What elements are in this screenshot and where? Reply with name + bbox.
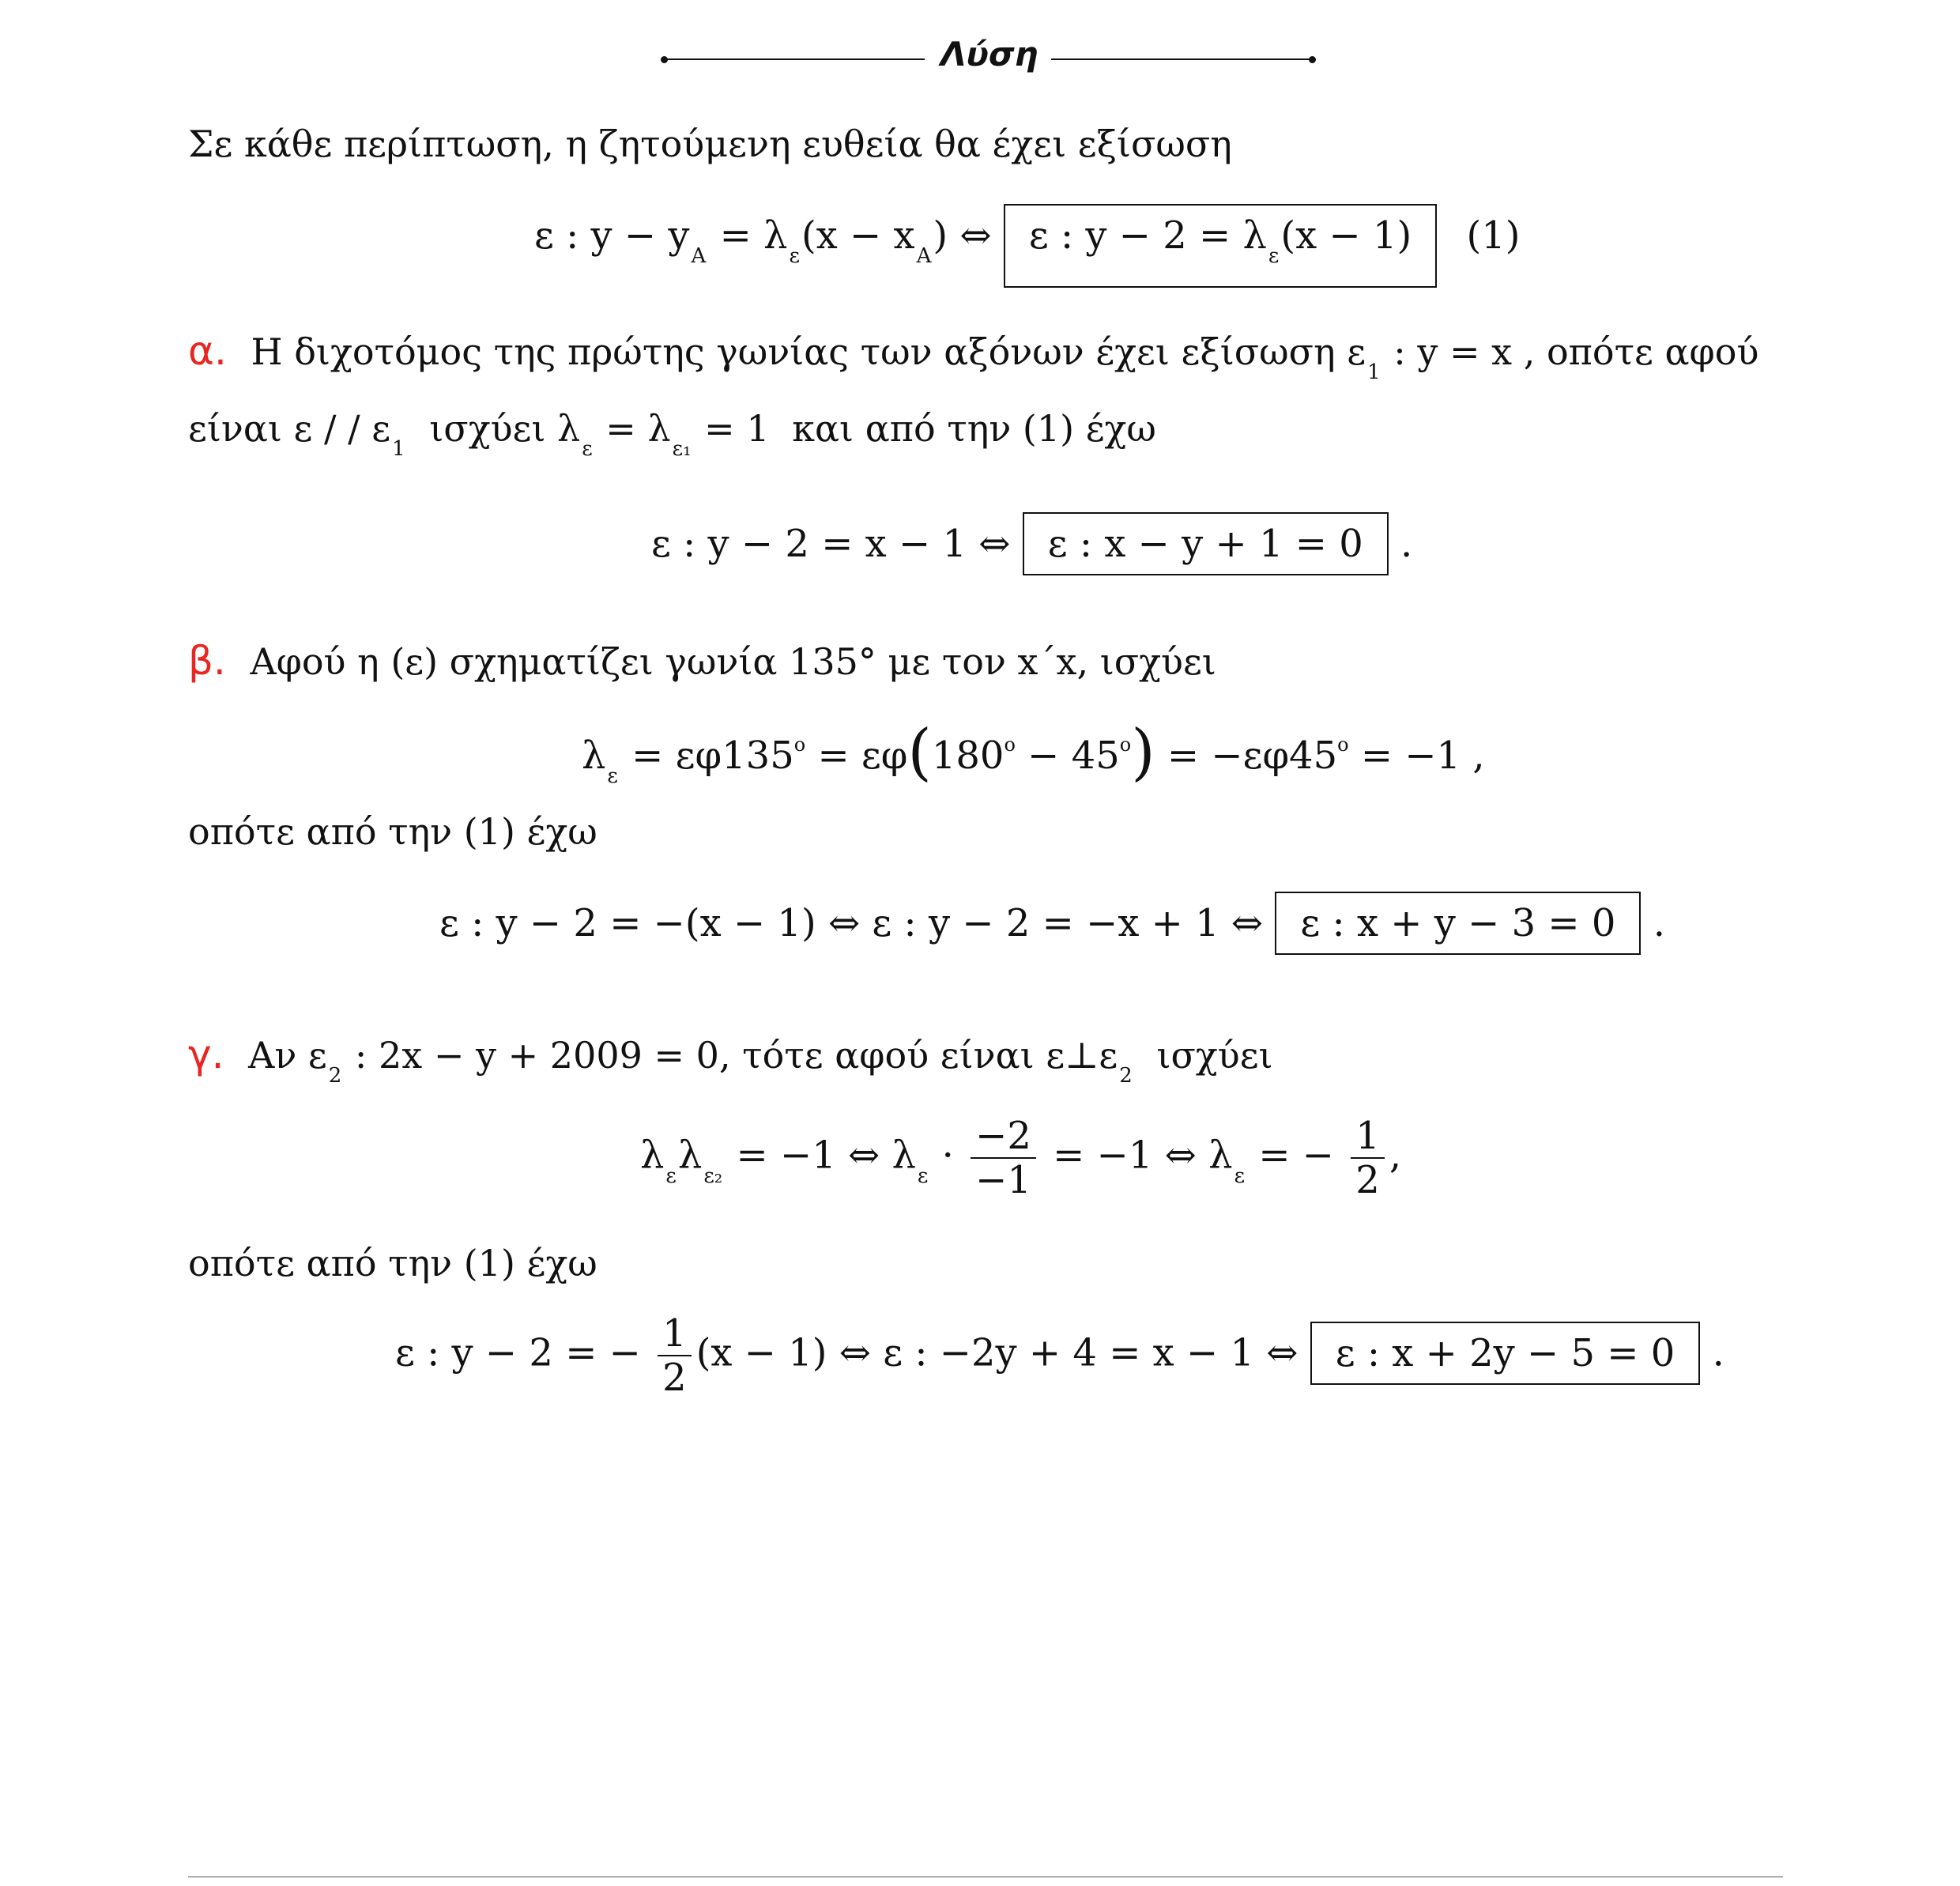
part-a-line1: α. Η διχοτόμος της πρώτης γωνίας των αξόνων έχει εξίσωση $\varepsilon_1$ : y = x , οπότε αφού (188, 328, 1759, 384)
part-a-label: α. (188, 328, 227, 374)
part-b-equation: ε : y − 2 = −(x − 1) ⇔ ε : y − 2 = −x + 1 ⇔ ε : x + y − 3 = 0 . (439, 892, 1665, 955)
header-left-rule (664, 58, 925, 60)
intro-text: Σε κάθε περίπτωση, η ζητούμενη ευθεία θα έχει εξίσωση (188, 123, 1232, 165)
boxed-answer-c: ε : x + 2y − 5 = 0 (1310, 1322, 1701, 1385)
header-right-rule (1051, 58, 1312, 60)
part-b-label: β. (188, 638, 226, 684)
part-b-slope-equation: $\lambda_\varepsilon = \varepsilon\varphi 135^o = \varepsilon\varphi(180^o - 45^o) = -\varepsilon\varphi 45^o = -1$ , (582, 717, 1485, 788)
equation-tag: (1) (1466, 213, 1521, 258)
fraction-minus2-over-minus1: $\frac{-2}{-1}$ (971, 1115, 1036, 1201)
fraction-one-half-2: $\frac{1}{2}$ (658, 1312, 692, 1399)
part-b-line2: οπότε από την (1) έχω (188, 810, 597, 853)
part-a-line2: είναι ε / / $\varepsilon_1$ ισχύει $\lambda_\varepsilon = \lambda_{\varepsilon_1} = 1$ και από την (1) έχω (188, 407, 1156, 461)
part-c-line2: οπότε από την (1) έχω (188, 1242, 597, 1284)
part-c-line1: γ. Αν $\varepsilon_2$ : 2x − y + 2009 = 0, τότε αφού είναι $\varepsilon\perp\varepsilon_2$ ισχύει (188, 1032, 1273, 1088)
part-c-label: γ. (188, 1032, 224, 1077)
part-b-line1: β. Αφού η (ε) σχηματίζει γωνία 135° με τον x΄x, ισχύει (188, 638, 1216, 684)
part-a-equation: ε : y − 2 = x − 1 ⇔ ε : x − y + 1 = 0 . (651, 512, 1412, 575)
fraction-one-half: $\frac{1}{2}$ (1351, 1115, 1385, 1201)
boxed-answer-b: ε : x + y − 3 = 0 (1275, 892, 1641, 955)
equation-general-line: ε : $y - y_A = \lambda_\varepsilon(x - x_A)$ ⇔ ε : $y - 2 = \lambda_\varepsilon(x - 1)$ (1) (534, 204, 1520, 288)
boxed-answer-a: ε : x − y + 1 = 0 (1023, 512, 1389, 575)
header-right-dot (1309, 56, 1316, 63)
part-c-equation: ε : y − 2 = − $\frac{1}{2}$ (x − 1) ⇔ ε : −2y + 4 = x − 1 ⇔ ε : x + 2y − 5 = 0 . (395, 1311, 1724, 1400)
boxed-equation-general: ε : $y - 2 = \lambda_\varepsilon(x - 1)$ (1004, 204, 1437, 288)
page-title: Λύση (940, 35, 1038, 74)
part-c-slope-equation: $\lambda_\varepsilon\lambda_{\varepsilon_2} = -1$ ⇔ $\lambda_\varepsilon$ · $\frac{-2}{-1}$ = −1 ⇔ $\lambda_\varepsilon$ = − $\frac{1}{2}$ , (640, 1114, 1402, 1202)
